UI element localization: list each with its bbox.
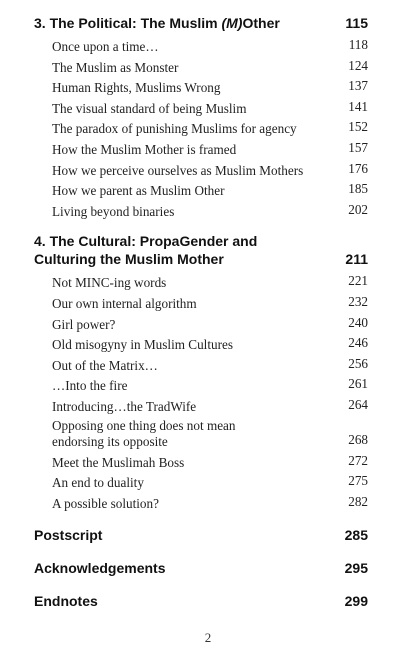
toc-entry xyxy=(34,179,368,200)
toc-entry xyxy=(34,492,368,513)
toc-entry-page: 261 xyxy=(348,376,368,392)
page-number: 2 xyxy=(204,630,212,645)
toc-entry-title: Living beyond binaries xyxy=(52,203,175,219)
toc-entry xyxy=(34,451,368,472)
table-of-contents xyxy=(34,14,368,610)
toc-entry-title: Our own internal algorithm xyxy=(52,296,197,312)
back-matter-page-number: 285 xyxy=(344,527,368,544)
toc-entry-page: 141 xyxy=(348,98,368,114)
toc-entry-title: Once upon a time… xyxy=(52,39,159,55)
toc-entry-title: The visual standard of being Muslim xyxy=(52,100,247,116)
toc-entry-page: 240 xyxy=(348,314,368,330)
back-matter-heading xyxy=(34,526,368,544)
toc-entry-title: How the Muslim Mother is framed xyxy=(52,142,237,158)
toc-entry-title: A possible solution? xyxy=(52,495,159,511)
toc-entry xyxy=(34,333,368,354)
toc-entry-title: Introducing…the TradWife xyxy=(52,399,197,414)
chapter-title xyxy=(34,232,257,268)
chapter-title-text: 4. The Cultural: PropaGender and Culturing the Muslim Mother xyxy=(34,233,258,268)
toc-entry xyxy=(34,138,368,159)
toc-entry xyxy=(34,354,368,375)
toc-entry-page: 275 xyxy=(348,473,368,489)
toc-entry-title: The paradox of punishing Muslims for agency xyxy=(52,121,297,137)
toc-entry-title: An end to duality xyxy=(52,475,144,491)
toc-entry xyxy=(34,418,368,451)
back-matter-page-number: 295 xyxy=(344,560,368,577)
toc-entry-title: Girl power? xyxy=(52,316,116,332)
toc-entry xyxy=(34,159,368,180)
chapter-heading xyxy=(34,14,368,32)
toc-entry xyxy=(34,56,368,77)
toc-entry-title: Out of the Matrix… xyxy=(52,357,158,373)
toc-entry-page: 185 xyxy=(348,181,368,197)
chapter-title-suffix: Other xyxy=(242,15,280,31)
toc-entry xyxy=(34,76,368,97)
chapter-page-number: 115 xyxy=(345,15,368,31)
back-matter-title: Postscript xyxy=(34,527,103,544)
back-matter-heading xyxy=(34,592,368,610)
toc-entry xyxy=(34,200,368,221)
toc-entry-title: Human Rights, Muslims Wrong xyxy=(52,80,221,96)
toc-entry-title: …Into the fire xyxy=(52,378,128,394)
chapter-section xyxy=(34,14,368,220)
toc-entry xyxy=(34,395,368,416)
toc-entry xyxy=(34,35,368,56)
toc-entry-page: 157 xyxy=(348,139,368,155)
toc-entry-page: 264 xyxy=(348,396,368,412)
chapter-page-number: 211 xyxy=(345,251,368,268)
toc-entry-page: 176 xyxy=(348,160,368,176)
toc-entry-title: Opposing one thing does not mean endorsing its opposite xyxy=(52,417,236,449)
back-matter-title: Endnotes xyxy=(34,593,98,610)
back-matter-page-number: 299 xyxy=(344,593,368,610)
entry-list xyxy=(34,35,368,220)
toc-entry-page: 268 xyxy=(348,431,368,447)
toc-entry-title: Not MINC-ing words xyxy=(52,275,167,291)
chapter-title-emphasis: (M) xyxy=(221,15,243,31)
toc-entry xyxy=(34,471,368,492)
entry-list xyxy=(34,271,368,512)
toc-entry-page: 137 xyxy=(348,78,368,94)
chapter-heading xyxy=(34,232,368,268)
toc-entry-page: 202 xyxy=(348,201,368,217)
toc-entry-page: 232 xyxy=(348,293,368,309)
toc-entry-page: 118 xyxy=(348,37,368,52)
toc-entry-title: Meet the Muslimah Boss xyxy=(52,454,185,470)
chapter-title-text: 3. The Political: The Muslim xyxy=(34,15,222,31)
toc-entry-title: Old misogyny in Muslim Cultures xyxy=(52,337,233,353)
toc-entry-title: How we parent as Muslim Other xyxy=(52,183,225,199)
toc-entry-page: 124 xyxy=(348,57,368,73)
toc-entry-page: 282 xyxy=(348,493,368,509)
toc-entry-page: 246 xyxy=(348,335,368,351)
toc-entry xyxy=(34,292,368,313)
toc-entry-page: 221 xyxy=(348,273,368,289)
chapter-section xyxy=(34,232,368,512)
toc-entry-page: 272 xyxy=(348,452,368,468)
toc-entry xyxy=(34,271,368,292)
chapter-title xyxy=(34,14,280,32)
toc-entry xyxy=(34,97,368,118)
back-matter-heading xyxy=(34,559,368,577)
toc-entry-page: 256 xyxy=(348,355,368,371)
toc-entry xyxy=(34,374,368,395)
toc-entry-title: How we perceive ourselves as Muslim Mothers xyxy=(52,162,304,178)
toc-entry-title: The Muslim as Monster xyxy=(52,59,179,75)
toc-entry xyxy=(34,117,368,138)
toc-entry xyxy=(34,313,368,334)
toc-entry-page: 152 xyxy=(348,119,368,135)
back-matter-title: Acknowledgements xyxy=(34,560,166,577)
